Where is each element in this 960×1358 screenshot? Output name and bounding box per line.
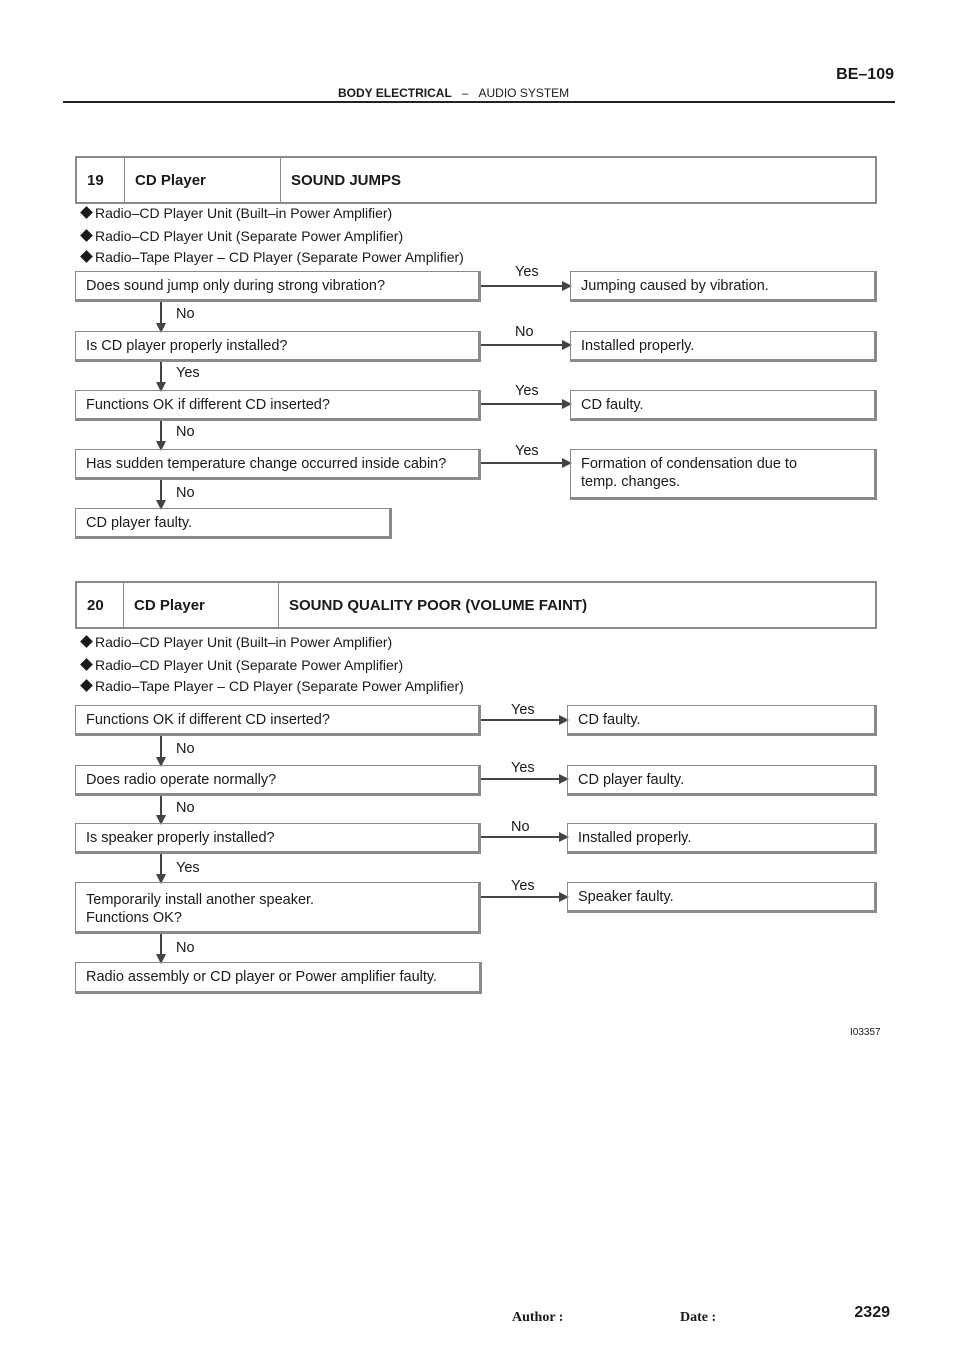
yes-arrow [481, 462, 570, 464]
diamond-bullet-icon [80, 658, 93, 671]
section-symptom: SOUND JUMPS [280, 158, 875, 202]
down-arrow [160, 854, 162, 882]
down-arrow [160, 362, 162, 390]
running-header [338, 86, 569, 100]
yes-arrow [481, 896, 567, 898]
down-label: No [176, 940, 195, 956]
branch-label: No [511, 819, 530, 835]
branch-label: Yes [511, 878, 535, 894]
down-label: No [176, 485, 195, 501]
applicability-item: Radio–CD Player Unit (Separate Power Amplifier) [78, 657, 403, 673]
diamond-bullet-icon [80, 250, 93, 263]
down-label: No [176, 800, 195, 816]
diamond-bullet-icon [80, 679, 93, 692]
branch-label: No [515, 324, 534, 340]
branch-label: Yes [515, 264, 539, 280]
question-box: Has sudden temperature change occurred inside cabin? [75, 449, 481, 480]
author-label: Author : [512, 1310, 564, 1325]
applicability-item: Radio–CD Player Unit (Built–in Power Amplifier) [78, 634, 392, 650]
applicability-item: Radio–CD Player Unit (Separate Power Amplifier) [78, 228, 403, 244]
final-result-box: Radio assembly or CD player or Power amplifier faulty. [75, 962, 482, 994]
yes-arrow [481, 285, 570, 287]
down-label: No [176, 741, 195, 757]
down-label: Yes [176, 860, 200, 876]
header-rule [63, 101, 895, 103]
question-box: Does radio operate normally? [75, 765, 481, 796]
section-component: CD Player [123, 583, 278, 627]
date-label: Date : [680, 1310, 717, 1325]
final-result-box: CD player faulty. [75, 508, 392, 539]
down-arrow [160, 736, 162, 765]
header-separator: – [461, 86, 469, 100]
section-number: 20 [87, 596, 104, 614]
applicability-item: Radio–Tape Player – CD Player (Separate Power Amplifier) [78, 249, 464, 265]
result-box: Installed properly. [570, 331, 877, 362]
section-symptom: SOUND QUALITY POOR (VOLUME FAINT) [278, 583, 875, 627]
diamond-bullet-icon [80, 206, 93, 219]
section-20-header [75, 581, 877, 629]
question-box: Functions OK if different CD inserted? [75, 390, 481, 421]
result-box: Formation of condensation due to temp. changes. [570, 449, 877, 500]
page-code: BE–109 [836, 66, 894, 83]
down-arrow [160, 934, 162, 962]
yes-arrow [481, 403, 570, 405]
question-box: Temporarily install another speaker. Functions OK? [75, 882, 481, 934]
diamond-bullet-icon [80, 229, 93, 242]
no-arrow [481, 344, 570, 346]
question-box: Is speaker properly installed? [75, 823, 481, 854]
question-box: Does sound jump only during strong vibration? [75, 271, 481, 302]
page-number: 2329 [854, 1304, 890, 1321]
diamond-bullet-icon [80, 635, 93, 648]
down-label: No [176, 424, 195, 440]
question-box: Is CD player properly installed? [75, 331, 481, 362]
branch-label: Yes [515, 443, 539, 459]
no-arrow [481, 836, 567, 838]
result-box: Installed properly. [567, 823, 877, 854]
yes-arrow [481, 719, 567, 721]
result-box: CD faulty. [570, 390, 877, 421]
figure-id: I03357 [850, 1027, 881, 1038]
header-section: BODY ELECTRICAL [338, 86, 452, 100]
down-arrow [160, 480, 162, 508]
branch-label: Yes [511, 760, 535, 776]
branch-label: Yes [515, 383, 539, 399]
down-label: No [176, 306, 195, 322]
header-subsection: AUDIO SYSTEM [478, 86, 570, 100]
branch-label: Yes [511, 702, 535, 718]
down-arrow [160, 796, 162, 823]
section-number: 19 [87, 171, 104, 189]
result-box: Speaker faulty. [567, 882, 877, 913]
applicability-item: Radio–CD Player Unit (Built–in Power Amplifier) [78, 205, 392, 221]
yes-arrow [481, 778, 567, 780]
down-label: Yes [176, 365, 200, 381]
down-arrow [160, 302, 162, 331]
section-component: CD Player [124, 158, 280, 202]
result-box: CD faulty. [567, 705, 877, 736]
result-box: Jumping caused by vibration. [570, 271, 877, 302]
result-box: CD player faulty. [567, 765, 877, 796]
down-arrow [160, 421, 162, 449]
applicability-item: Radio–Tape Player – CD Player (Separate Power Amplifier) [78, 678, 464, 694]
question-box: Functions OK if different CD inserted? [75, 705, 481, 736]
section-19-header [75, 156, 877, 204]
